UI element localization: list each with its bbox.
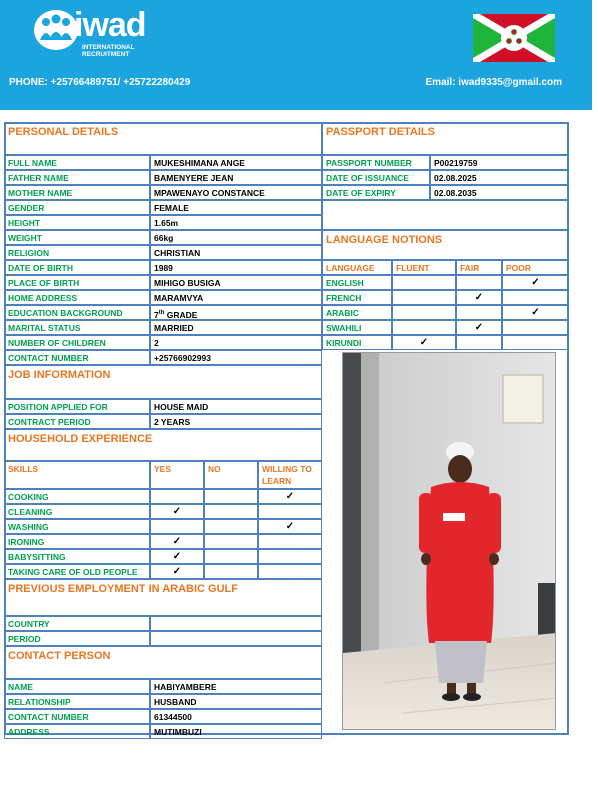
field-label: DATE OF BIRTH xyxy=(4,260,150,275)
check-icon: ✓ xyxy=(456,320,502,335)
field-value: 2 xyxy=(150,335,322,350)
section-title-job: JOB INFORMATION xyxy=(4,365,322,399)
field-label: GENDER xyxy=(4,200,150,215)
check-icon: ✓ xyxy=(150,549,204,564)
field-value: MPAWENAYO CONSTANCE xyxy=(150,185,322,200)
section-title-language: LANGUAGE NOTIONS xyxy=(322,230,569,260)
field-label: CONTRACT PERIOD xyxy=(4,414,150,429)
field-value: 1.65m xyxy=(150,215,322,230)
language-cell xyxy=(502,290,569,305)
field-label: WEIGHT xyxy=(4,230,150,245)
section-title-previous: PREVIOUS EMPLOYMENT IN ARABIC GULF xyxy=(4,579,322,616)
field-value: HUSBAND xyxy=(150,694,322,709)
check-icon: ✓ xyxy=(150,564,204,579)
field-value: MARRIED xyxy=(150,320,322,335)
language-cell xyxy=(456,275,502,290)
language-cell xyxy=(456,335,502,350)
field-value: 1989 xyxy=(150,260,322,275)
language-cell xyxy=(392,305,456,320)
skill-cell xyxy=(204,504,258,519)
field-label: FATHER NAME xyxy=(4,170,150,185)
field-value: 02.08.2025 xyxy=(430,170,569,185)
household-header: YES xyxy=(150,461,204,489)
field-value: 02.08.2035 xyxy=(430,185,569,200)
field-label: NUMBER OF CHILDREN xyxy=(4,335,150,350)
field-label: NAME xyxy=(4,679,150,694)
check-icon: ✓ xyxy=(456,290,502,305)
phone-numbers: PHONE: +25766489751/ +25722280429 xyxy=(9,77,191,88)
field-value: +25766902993 xyxy=(150,350,322,365)
field-value: HOUSE MAID xyxy=(150,399,322,414)
language-header: FLUENT xyxy=(392,260,456,275)
field-label: MOTHER NAME xyxy=(4,185,150,200)
logo-people-icon xyxy=(34,10,78,50)
field-value: MUKESHIMANA ANGE xyxy=(150,155,322,170)
skill-cell xyxy=(150,489,204,504)
language-cell xyxy=(502,335,569,350)
skill-label: TAKING CARE OF OLD PEOPLE xyxy=(4,564,150,579)
burundi-flag-icon xyxy=(473,14,555,62)
language-cell xyxy=(392,290,456,305)
skill-cell xyxy=(204,534,258,549)
field-value xyxy=(150,616,322,631)
field-value xyxy=(150,631,322,646)
language-header: POOR xyxy=(502,260,569,275)
field-value: P00219759 xyxy=(430,155,569,170)
field-label: DATE OF ISSUANCE xyxy=(322,170,430,185)
logo-wordmark: iwad xyxy=(74,6,146,44)
skill-cell xyxy=(258,564,322,579)
logo-subtitle: INTERNATIONAL RECRUITMENT xyxy=(82,44,135,58)
check-icon: ✓ xyxy=(392,335,456,350)
field-label: ADDRESS xyxy=(4,724,150,739)
check-icon: ✓ xyxy=(502,305,569,320)
field-value: MIHIGO BUSIGA xyxy=(150,275,322,290)
candidate-photo xyxy=(342,352,556,730)
language-cell xyxy=(392,320,456,335)
section-title-passport: PASSPORT DETAILS xyxy=(322,122,569,155)
field-value: 7th GRADE xyxy=(150,305,322,320)
language-header: LANGUAGE xyxy=(322,260,392,275)
household-header: SKILLS xyxy=(4,461,150,489)
field-label: CONTACT NUMBER xyxy=(4,709,150,724)
section-title-contact: CONTACT PERSON xyxy=(4,646,322,679)
header-banner xyxy=(0,0,592,110)
field-label: RELIGION xyxy=(4,245,150,260)
check-icon: ✓ xyxy=(150,504,204,519)
language-name: SWAHILI xyxy=(322,320,392,335)
language-name: FRENCH xyxy=(322,290,392,305)
household-header: NO xyxy=(204,461,258,489)
language-name: ARABIC xyxy=(322,305,392,320)
section-title-household: HOUSEHOLD EXPERIENCE xyxy=(4,429,322,461)
field-label: FULL NAME xyxy=(4,155,150,170)
field-label: RELATIONSHIP xyxy=(4,694,150,709)
field-label: MARITAL STATUS xyxy=(4,320,150,335)
language-cell xyxy=(502,320,569,335)
section-title-personal: PERSONAL DETAILS xyxy=(4,122,322,155)
field-label: POSITION APPLIED FOR xyxy=(4,399,150,414)
email-address: Email: iwad9335@gmail.com xyxy=(425,77,562,88)
field-value: HABIYAMBERE xyxy=(150,679,322,694)
field-label: DATE OF EXPIRY xyxy=(322,185,430,200)
skill-cell xyxy=(204,519,258,534)
field-value: MUTIMBUZI xyxy=(150,724,322,739)
language-cell xyxy=(456,305,502,320)
skill-label: WASHING xyxy=(4,519,150,534)
field-label: EDUCATION BACKGROUND xyxy=(4,305,150,320)
check-icon: ✓ xyxy=(502,275,569,290)
field-label: PLACE OF BIRTH xyxy=(4,275,150,290)
field-value: 66kg xyxy=(150,230,322,245)
language-cell xyxy=(392,275,456,290)
skill-cell xyxy=(258,549,322,564)
field-value: 2 YEARS xyxy=(150,414,322,429)
field-label: COUNTRY xyxy=(4,616,150,631)
field-value: BAMENYERE JEAN xyxy=(150,170,322,185)
skill-cell xyxy=(204,489,258,504)
field-label: HOME ADDRESS xyxy=(4,290,150,305)
field-label: PERIOD xyxy=(4,631,150,646)
language-name: KIRUNDI xyxy=(322,335,392,350)
field-value: 61344500 xyxy=(150,709,322,724)
language-header: FAIR xyxy=(456,260,502,275)
field-label: HEIGHT xyxy=(4,215,150,230)
skill-cell xyxy=(204,564,258,579)
skill-label: IRONING xyxy=(4,534,150,549)
household-header: WILLING TO LEARN xyxy=(258,461,322,489)
skill-cell xyxy=(258,504,322,519)
skill-label: CLEANING xyxy=(4,504,150,519)
skill-label: BABYSITTING xyxy=(4,549,150,564)
field-label: CONTACT NUMBER xyxy=(4,350,150,365)
field-value: CHRISTIAN xyxy=(150,245,322,260)
check-icon: ✓ xyxy=(258,489,322,504)
skill-cell xyxy=(204,549,258,564)
field-label: PASSPORT NUMBER xyxy=(322,155,430,170)
language-name: ENGLISH xyxy=(322,275,392,290)
check-icon: ✓ xyxy=(150,534,204,549)
skill-cell xyxy=(258,534,322,549)
field-value: FEMALE xyxy=(150,200,322,215)
check-icon: ✓ xyxy=(258,519,322,534)
field-value: MARAMVYA xyxy=(150,290,322,305)
skill-cell xyxy=(150,519,204,534)
blank-cell xyxy=(322,200,569,230)
skill-label: COOKING xyxy=(4,489,150,504)
iwad-logo xyxy=(34,8,164,60)
